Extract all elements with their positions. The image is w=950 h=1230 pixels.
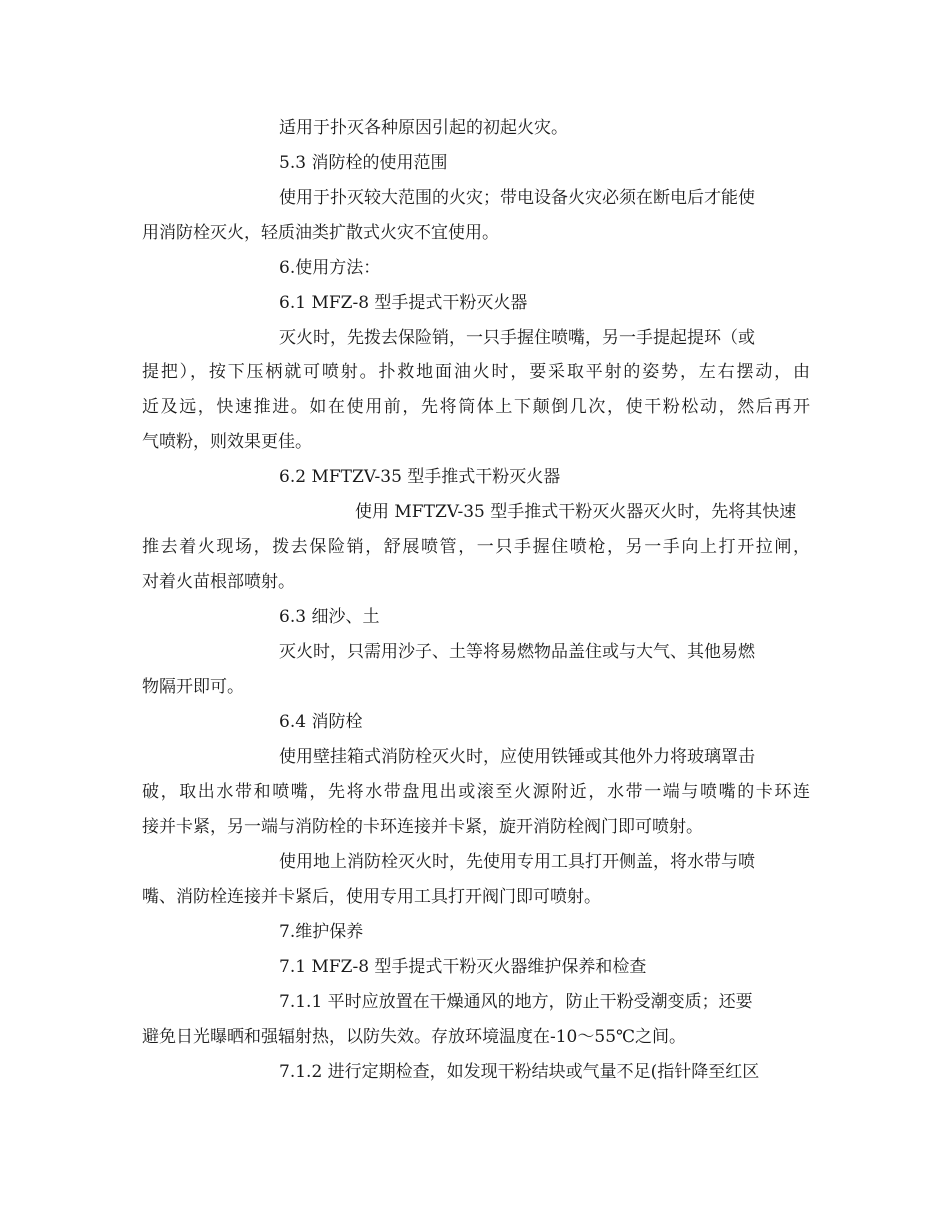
section-heading: 5.3 消防栓的使用范围 <box>279 153 448 173</box>
text-line: 接并卡紧，另一端与消防栓的卡环连接并卡紧，旋开消防栓阀门即可喷射。 <box>142 817 703 837</box>
text-line: 物隔开即可。 <box>142 677 244 697</box>
text-line: 对着火苗根部喷射。 <box>142 572 295 592</box>
text-line: 嘴、消防栓连接并卡紧后，使用专用工具打开阀门即可喷射。 <box>142 887 601 907</box>
text-line: 破，取出水带和喷嘴，先将水带盘甩出或滚至火源附近，水带一端与喷嘴的卡环连 <box>142 782 810 802</box>
text-line: 灭火时，先拨去保险销，一只手握住喷嘴，另一手提起提环（或 <box>279 328 755 348</box>
section-heading: 6.2 MFTZV-35 型手推式干粉灭火器 <box>279 467 561 487</box>
section-heading: 6.1 MFZ-8 型手提式干粉灭火器 <box>279 293 528 313</box>
text-line: 适用于扑灭各种原因引起的初起火灾。 <box>279 118 568 138</box>
text-line: 使用地上消防栓灭火时，先使用专用工具打开侧盖，将水带与喷 <box>279 852 755 872</box>
section-heading: 6.4 消防栓 <box>279 712 363 732</box>
text-line: 使用壁挂箱式消防栓灭火时，应使用铁锤或其他外力将玻璃罩击 <box>279 747 755 767</box>
text-line: 避免日光曝晒和强辐射热，以防失效。存放环境温度在-10～55℃之间。 <box>142 1027 687 1047</box>
text-line: 7.1.1 平时应放置在干燥通风的地方，防止干粉受潮变质；还要 <box>279 992 753 1012</box>
text-line: 使用 MFTZV-35 型手推式干粉灭火器灭火时，先将其快速 <box>355 502 797 522</box>
text-line: 灭火时，只需用沙子、土等将易燃物品盖住或与大气、其他易燃 <box>279 642 755 662</box>
text-line: 7.1.2 进行定期检查，如发现干粉结块或气量不足(指针降至红区 <box>279 1062 760 1082</box>
text-line: 用消防栓灭火，轻质油类扩散式火灾不宜使用。 <box>142 223 499 243</box>
text-line: 近及远，快速推进。如在使用前，先将筒体上下颠倒几次，使干粉松动，然后再开 <box>142 397 810 417</box>
text-line: 气喷粉，则效果更佳。 <box>142 432 312 452</box>
text-line: 提把），按下压柄就可喷射。扑救地面油火时，要采取平射的姿势，左右摆动，由 <box>142 362 810 382</box>
section-heading: 6.3 细沙、土 <box>279 607 380 627</box>
section-heading: 7.1 MFZ-8 型手提式干粉灭火器维护保养和检查 <box>279 957 647 977</box>
text-line: 使用于扑灭较大范围的火灾；带电设备火灾必须在断电后才能使 <box>279 188 755 208</box>
section-heading: 7.维护保养 <box>279 922 364 942</box>
section-heading: 6.使用方法： <box>279 258 381 278</box>
text-line: 推去着火现场，拨去保险销，舒展喷管，一只手握住喷枪，另一手向上打开拉闸， <box>142 537 810 557</box>
